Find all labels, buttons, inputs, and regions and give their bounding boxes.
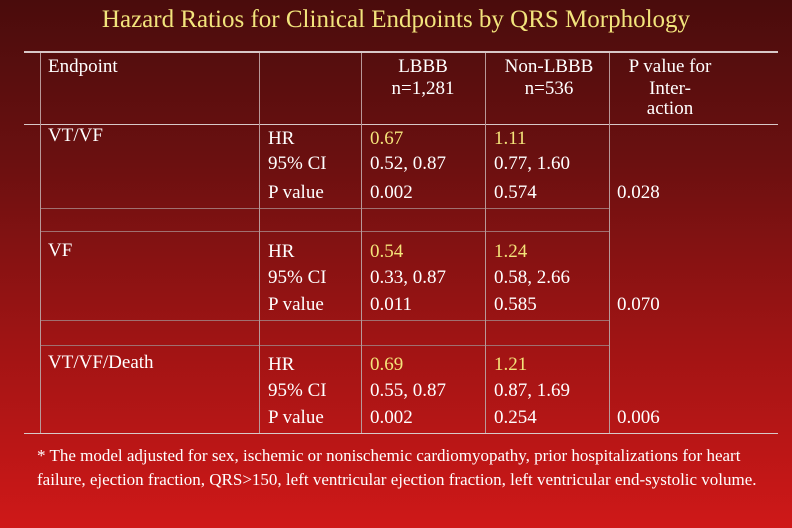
stat-label-p: P value: [268, 182, 324, 203]
nonlbbb-p: 0.574: [494, 182, 537, 203]
table-bottom-rule: [24, 433, 778, 434]
endpoint-vf: VF: [48, 240, 73, 261]
endpoint-vt-vf: VT/VF: [48, 125, 103, 146]
header-lbbb-label: LBBB: [398, 56, 448, 77]
slide-title: Hazard Ratios for Clinical Endpoints by QRS Morphology: [101, 6, 691, 33]
endpoint-vt-vf-death: VT/VF/Death: [48, 352, 154, 373]
nonlbbb-ci: 0.58, 2.66: [494, 267, 570, 288]
column-divider: [609, 53, 610, 433]
nonlbbb-hr: 1.21: [494, 354, 528, 375]
stat-label-ci: 95% CI: [268, 380, 327, 401]
stat-label-hr: HR: [268, 241, 295, 262]
p-interaction: 0.070: [617, 294, 660, 315]
nonlbbb-hr: 1.11: [494, 128, 527, 149]
nonlbbb-p: 0.254: [494, 407, 537, 428]
header-bottom-rule: [24, 124, 778, 125]
header-lbbb-count: n=1,281: [391, 78, 455, 99]
lbbb-hr: 0.67: [370, 128, 404, 149]
lbbb-hr: 0.54: [370, 241, 404, 262]
header-p-interaction-3: action: [646, 98, 694, 119]
column-divider: [361, 53, 362, 433]
p-interaction: 0.006: [617, 407, 660, 428]
column-divider: [40, 53, 41, 433]
lbbb-ci: 0.55, 0.87: [370, 380, 446, 401]
row-divider: [40, 345, 610, 346]
lbbb-p: 0.002: [370, 407, 413, 428]
header-p-interaction-2: Inter-: [649, 78, 691, 99]
row-divider: [40, 320, 610, 321]
stat-label-hr: HR: [268, 128, 295, 149]
stat-label-ci: 95% CI: [268, 153, 327, 174]
nonlbbb-hr: 1.24: [494, 241, 528, 262]
stat-label-ci: 95% CI: [268, 267, 327, 288]
lbbb-p: 0.011: [370, 294, 413, 315]
lbbb-ci: 0.52, 0.87: [370, 153, 446, 174]
row-divider: [40, 208, 610, 209]
stat-label-p: P value: [268, 407, 324, 428]
stat-label-hr: HR: [268, 354, 295, 375]
lbbb-hr: 0.69: [370, 354, 404, 375]
nonlbbb-p: 0.585: [494, 294, 537, 315]
column-divider: [485, 53, 486, 433]
nonlbbb-ci: 0.77, 1.60: [494, 153, 570, 174]
row-divider: [40, 231, 610, 232]
header-top-rule: [24, 51, 778, 53]
nonlbbb-ci: 0.87, 1.69: [494, 380, 570, 401]
lbbb-p: 0.002: [370, 182, 413, 203]
header-nonlbbb-count: n=536: [524, 78, 574, 99]
column-divider: [259, 53, 260, 433]
p-interaction: 0.028: [617, 182, 660, 203]
header-endpoint: Endpoint: [48, 56, 118, 77]
header-nonlbbb-label: Non-LBBB: [504, 56, 594, 77]
stat-label-p: P value: [268, 294, 324, 315]
footnote: * The model adjusted for sex, ischemic or nonischemic cardiomyopathy, prior hospitalizations for heart failure, ejection fraction, QRS>150, left ventricular ejection fraction, left ventricular end-systolic volume.: [37, 446, 757, 489]
lbbb-ci: 0.33, 0.87: [370, 267, 446, 288]
header-p-interaction-1: P value for: [628, 56, 712, 77]
